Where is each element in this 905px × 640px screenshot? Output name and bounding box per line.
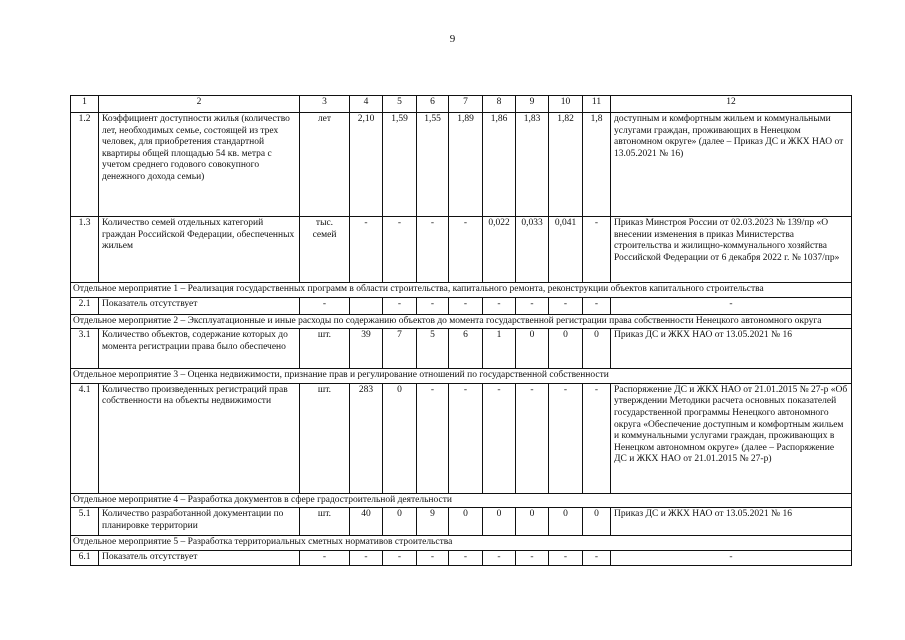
value-cell: 6 bbox=[449, 329, 483, 369]
indicators-table bbox=[70, 95, 852, 566]
value-cell: 0,041 bbox=[549, 217, 583, 283]
header-cell: 11 bbox=[583, 96, 611, 113]
value-cell: 1,82 bbox=[549, 113, 583, 217]
value-cell: 7 bbox=[383, 329, 417, 369]
value-cell: - bbox=[516, 383, 549, 493]
section-row bbox=[71, 314, 852, 329]
value-cell: 0 bbox=[383, 383, 417, 493]
value-cell: 0 bbox=[549, 508, 583, 536]
row-number: 3.1 bbox=[71, 329, 99, 369]
section-title: Отдельное мероприятие 3 – Оценка недвижимости, признание прав и регулирование отношений по государственной собственности bbox=[71, 369, 852, 384]
value-cell: 1,8 bbox=[583, 113, 611, 217]
value-cell: 0 bbox=[516, 508, 549, 536]
header-cell: 7 bbox=[449, 96, 483, 113]
source-cell: - bbox=[611, 550, 852, 565]
value-cell: 0 bbox=[549, 329, 583, 369]
section-row bbox=[71, 283, 852, 298]
header-cell: 8 bbox=[483, 96, 516, 113]
row-number: 2.1 bbox=[71, 297, 99, 314]
row-number: 6.1 bbox=[71, 550, 99, 565]
table-row bbox=[71, 329, 852, 369]
row-number: 1.3 bbox=[71, 217, 99, 283]
table-row bbox=[71, 297, 852, 314]
value-cell: - bbox=[449, 217, 483, 283]
section-title: Отдельное мероприятие 2 – Эксплуатационные и иные расходы по содержанию объектов до момента государственной регистрации права собственности Ненецкого автономного округа bbox=[71, 314, 852, 329]
value-cell: - bbox=[516, 550, 549, 565]
section-title: Отдельное мероприятие 4 – Разработка документов в сфере градостроительной деятельности bbox=[71, 493, 852, 508]
section-row bbox=[71, 369, 852, 384]
value-cell: - bbox=[350, 550, 383, 565]
header-cell: 12 bbox=[611, 96, 852, 113]
value-cell: - bbox=[383, 550, 417, 565]
section-title: Отдельное мероприятие 5 – Разработка территориальных сметных нормативов строительства bbox=[71, 536, 852, 551]
source-cell: Приказ Минстроя России от 02.03.2023 № 139/пр «О внесении изменения в приказ Министерства строительства и жилищно-коммунального хозяйства Российской Федерации от 6 декабря 2022 г. № 1037/пр» bbox=[611, 217, 852, 283]
unit-cell: шт. bbox=[300, 508, 350, 536]
unit-cell: - bbox=[300, 550, 350, 565]
indicator-name: Коэффициент доступности жилья (количество лет, необходимых семье, состоящей из трех человек, для приобретения стандартной квартиры общей площадью 54 кв. метра с учетом среднего годового совокупного денежного дохода семьи) bbox=[99, 113, 300, 217]
table-row bbox=[71, 113, 852, 217]
value-cell: 1,55 bbox=[417, 113, 449, 217]
value-cell: - bbox=[549, 550, 583, 565]
unit-cell: тыс. семей bbox=[300, 217, 350, 283]
value-cell: 9 bbox=[417, 508, 449, 536]
table-row bbox=[71, 383, 852, 493]
indicator-name: Количество разработанной документации по планировке территории bbox=[99, 508, 300, 536]
indicator-name: Показатель отсутствует bbox=[99, 550, 300, 565]
indicator-name: Количество произведенных регистраций прав собственности на объекты недвижимости bbox=[99, 383, 300, 493]
table-row bbox=[71, 550, 852, 565]
value-cell: 1,83 bbox=[516, 113, 549, 217]
value-cell: - bbox=[449, 383, 483, 493]
header-cell: 2 bbox=[99, 96, 300, 113]
header-cell: 9 bbox=[516, 96, 549, 113]
value-cell: - bbox=[449, 297, 483, 314]
value-cell: 1,86 bbox=[483, 113, 516, 217]
row-number: 4.1 bbox=[71, 383, 99, 493]
section-row bbox=[71, 493, 852, 508]
value-cell: - bbox=[583, 297, 611, 314]
header-cell: 5 bbox=[383, 96, 417, 113]
section-title: Отдельное мероприятие 1 – Реализация государственных программ в области строительства, капитального ремонта, реконструкции объектов капитального строительства bbox=[71, 283, 852, 298]
value-cell: 1,59 bbox=[383, 113, 417, 217]
value-cell: 1 bbox=[483, 329, 516, 369]
section-row bbox=[71, 536, 852, 551]
row-number: 1.2 bbox=[71, 113, 99, 217]
value-cell: - bbox=[417, 383, 449, 493]
value-cell: - bbox=[417, 297, 449, 314]
value-cell: 1,89 bbox=[449, 113, 483, 217]
value-cell: - bbox=[483, 297, 516, 314]
row-number: 5.1 bbox=[71, 508, 99, 536]
value-cell: 0 bbox=[583, 508, 611, 536]
value-cell: - bbox=[449, 550, 483, 565]
indicator-name: Показатель отсутствует bbox=[99, 297, 300, 314]
value-cell: - bbox=[549, 297, 583, 314]
value-cell: 0,033 bbox=[516, 217, 549, 283]
header-cell: 1 bbox=[71, 96, 99, 113]
header-row bbox=[71, 96, 852, 113]
value-cell: 0 bbox=[516, 329, 549, 369]
indicator-name: Количество семей отдельных категорий граждан Российской Федерации, обеспеченных жильем bbox=[99, 217, 300, 283]
source-cell: Распоряжение ДС и ЖКХ НАО от 21.01.2015 № 27-р «Об утверждении Методики расчета основных показателей государственной программы Ненецкого автономного округа «Обеспечение доступным и комфортным жильем и коммунальными услугами граждан, проживающих в Ненецком автономном округе» (далее – Распоряжение ДС и ЖКХ НАО от 21.01.2015 № 27-р) bbox=[611, 383, 852, 493]
value-cell: 5 bbox=[417, 329, 449, 369]
unit-cell: шт. bbox=[300, 383, 350, 493]
table-row bbox=[71, 508, 852, 536]
value-cell: 0 bbox=[583, 329, 611, 369]
unit-cell: - bbox=[300, 297, 350, 314]
value-cell: - bbox=[583, 550, 611, 565]
header-cell: 4 bbox=[350, 96, 383, 113]
value-cell: - bbox=[417, 217, 449, 283]
source-cell: доступным и комфортным жильем и коммунальными услугами граждан, проживающих в Ненецком автономном округе» (далее – Приказ ДС и ЖКХ НАО от 13.05.2021 № 16) bbox=[611, 113, 852, 217]
value-cell: - bbox=[549, 383, 583, 493]
value-cell: - bbox=[583, 383, 611, 493]
unit-cell: лет bbox=[300, 113, 350, 217]
value-cell: - bbox=[417, 550, 449, 565]
value-cell: 39 bbox=[350, 329, 383, 369]
value-cell: 2,10 bbox=[350, 113, 383, 217]
header-cell: 6 bbox=[417, 96, 449, 113]
value-cell: - bbox=[483, 383, 516, 493]
value-cell: - bbox=[383, 297, 417, 314]
header-cell: 3 bbox=[300, 96, 350, 113]
value-cell: - bbox=[583, 217, 611, 283]
unit-cell: шт. bbox=[300, 329, 350, 369]
page-number: 9 bbox=[449, 33, 456, 45]
value-cell: 0 bbox=[383, 508, 417, 536]
header-cell: 10 bbox=[549, 96, 583, 113]
value-cell bbox=[350, 297, 383, 314]
value-cell: - bbox=[383, 217, 417, 283]
value-cell: 0,022 bbox=[483, 217, 516, 283]
value-cell: 0 bbox=[483, 508, 516, 536]
source-cell: - bbox=[611, 297, 852, 314]
value-cell: 0 bbox=[449, 508, 483, 536]
table-row bbox=[71, 217, 852, 283]
source-cell: Приказ ДС и ЖКХ НАО от 13.05.2021 № 16 bbox=[611, 329, 852, 369]
indicator-name: Количество объектов, содержание которых до момента регистрации права было обеспечено bbox=[99, 329, 300, 369]
value-cell: 283 bbox=[350, 383, 383, 493]
source-cell: Приказ ДС и ЖКХ НАО от 13.05.2021 № 16 bbox=[611, 508, 852, 536]
value-cell: - bbox=[483, 550, 516, 565]
value-cell: - bbox=[516, 297, 549, 314]
value-cell: - bbox=[350, 217, 383, 283]
value-cell: 40 bbox=[350, 508, 383, 536]
